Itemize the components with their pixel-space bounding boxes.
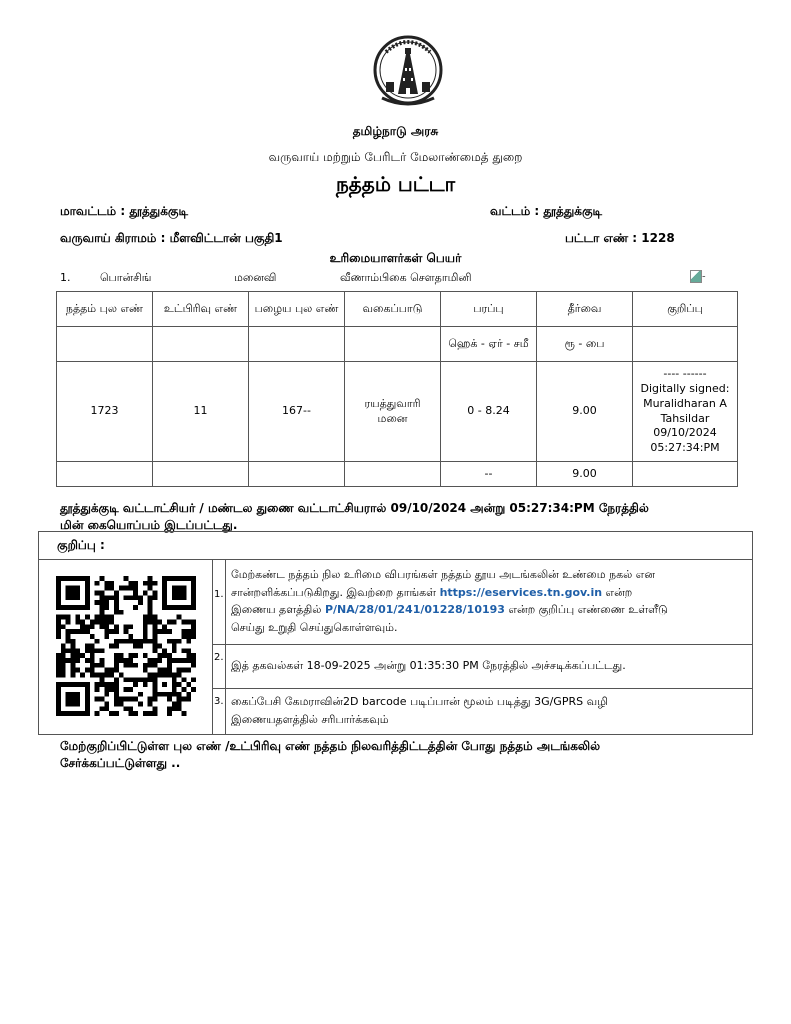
owner-name: பொன்சிங்	[100, 271, 152, 284]
note-number: 1.	[213, 560, 226, 644]
note-text: இத் தகவல்கள் 18-09-2025 அன்று 01:35:30 PM நேரத்தில் அச்சடிக்கப்பட்டது.	[231, 659, 626, 672]
cell-classification: ரயத்துவாரி மனை	[345, 362, 441, 462]
note-text: மேற்கண்ட நத்தம் நில உரிமை விபரங்கள் நத்தம் தூய அடங்கலின் உண்மை நகல் என சான்றளிக்கப்படுகிறது. இவற்றை தாங்கள் https://eservices.tn.gov.in என்ற இணைய தளத்தில் P/NA/28/01/241/01228/10193 என்ற குறிப்பு எண்ணை உள்ளீடு செய்து உறுதி செய்துகொள்ளவும்.	[231, 568, 668, 634]
units-cell	[153, 327, 249, 362]
cell-old-survey-number: 167--	[249, 362, 345, 462]
signature-date: 09/10/2024	[653, 426, 717, 440]
tamil-nadu-emblem-icon	[372, 30, 444, 114]
total-empty-cell	[633, 462, 738, 487]
units-extent: ஹெக் - ஏர் - சமீ	[441, 327, 537, 362]
units-cell	[57, 327, 153, 362]
land-details-table	[56, 291, 738, 487]
owners-heading: உரிமையாளர்கள் பெயர்	[329, 251, 462, 265]
header-remarks: குறிப்பு	[633, 292, 738, 327]
header-extent: பரப்பு	[441, 292, 537, 327]
signature-time: 05:27:34:PM	[650, 441, 720, 455]
footer-line1: மேற்குறிப்பிட்டுள்ள புல எண் /உட்பிரிவு எண் நத்தம் நிலவரித்திட்டத்தின் போது நத்தம் அடங்கலில்	[60, 739, 601, 753]
broken-image-icon	[690, 270, 706, 283]
header-survey-number: நத்தம் புல எண்	[57, 292, 153, 327]
signature-statement-line1: தூத்துக்குடி வட்டாட்சியர் / மண்டல துணை வட்டாட்சியரால் 09/10/2024 அன்று 05:27:34:PM நேரத்தில்	[60, 501, 649, 515]
village-field: வருவாய் கிராமம் : மீளவிட்டான் பகுதி1	[60, 231, 283, 245]
header-old-survey-number: பழைய புல எண்	[249, 292, 345, 327]
cell-subdivision-number: 11	[153, 362, 249, 462]
total-empty-cell	[153, 462, 249, 487]
signer-name: Muralidharan A	[643, 396, 727, 410]
notes-heading: குறிப்பு :	[39, 532, 752, 560]
cell-extent: 0 - 8.24	[441, 362, 537, 462]
owner-relative-name: வீணாம்பிகை சௌதாமினி	[340, 271, 472, 284]
total-empty-cell	[249, 462, 345, 487]
units-cell	[633, 327, 738, 362]
taluk-field: வட்டம் : தூத்துக்குடி	[490, 204, 603, 218]
total-assessment: 9.00	[537, 462, 633, 487]
note-item	[213, 645, 752, 689]
footer-line2: சேர்க்கப்பட்டுள்ளது ..	[60, 756, 181, 771]
units-cell	[345, 327, 441, 362]
units-assessment: ரூ - பை	[537, 327, 633, 362]
signature-dashes: ---- ------	[663, 366, 707, 380]
government-name: தமிழ்நாடு அரசு	[352, 124, 439, 138]
district-field: மாவட்டம் : தூத்துக்குடி	[60, 204, 189, 218]
header-subdivision-number: உட்பிரிவு எண்	[153, 292, 249, 327]
total-extent: --	[441, 462, 537, 487]
table-total-row	[57, 462, 738, 487]
note-item	[213, 560, 752, 645]
signer-role: Tahsildar	[660, 411, 710, 425]
signature-statement-line2: மின் கையொப்பம் இடப்பட்டது.	[60, 517, 238, 532]
reference-number: P/NA/28/01/241/01228/10193	[324, 603, 505, 617]
qr-code-cell	[39, 560, 213, 734]
note-text: கைப்பேசி கேமராவின்2D barcode படிப்பான் மூலம் படித்து 3G/GPRS வழி இணையதளத்தில் சரிபார்க்கவும்	[231, 695, 608, 726]
signature-statement	[60, 500, 649, 534]
broken-image-alt: -	[702, 271, 706, 283]
header-classification: வகைப்பாடு	[345, 292, 441, 327]
note-item	[213, 689, 752, 734]
owner-number: 1.	[60, 271, 71, 284]
qr-code-icon	[56, 576, 196, 716]
notes-box	[38, 531, 753, 735]
eservices-link[interactable]: https://eservices.tn.gov.in	[439, 585, 603, 599]
total-empty-cell	[345, 462, 441, 487]
department-name: வருவாய் மற்றும் பேரிடர் மேலாண்மைத் துறை	[268, 150, 523, 164]
note-number: 2.	[213, 645, 226, 688]
cell-assessment: 9.00	[537, 362, 633, 462]
cell-survey-number: 1723	[57, 362, 153, 462]
units-cell	[249, 327, 345, 362]
document-title: நத்தம் பட்டா	[335, 172, 456, 196]
table-units-row	[57, 327, 738, 362]
footer-note	[60, 738, 600, 773]
header-assessment: தீர்வை	[537, 292, 633, 327]
signature-label: Digitally signed:	[640, 381, 730, 395]
note-number: 3.	[213, 689, 226, 734]
owner-relation: மனைவி	[234, 271, 277, 284]
total-empty-cell	[57, 462, 153, 487]
table-row	[57, 362, 738, 462]
table-header-row	[57, 292, 738, 327]
cell-digital-signature	[633, 362, 738, 462]
patta-number-field: பட்டா எண் : 1228	[565, 231, 675, 245]
